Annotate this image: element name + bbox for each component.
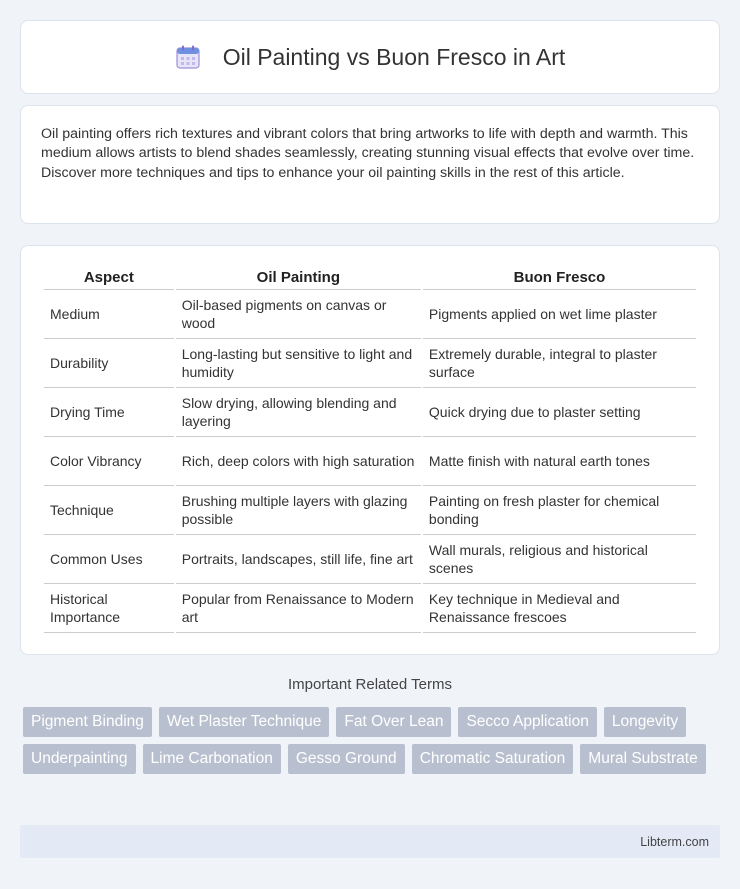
- table-cell: Technique: [44, 486, 174, 535]
- table-cell: Slow drying, allowing blending and layering: [176, 388, 421, 437]
- table-cell: Rich, deep colors with high saturation: [176, 437, 421, 486]
- table-cell: Pigments applied on wet lime plaster: [423, 290, 696, 339]
- table-cell: Brushing multiple layers with glazing possible: [176, 486, 421, 535]
- table-row: [44, 290, 696, 339]
- table-cell: Common Uses: [44, 535, 174, 584]
- related-term-tag[interactable]: Underpainting: [23, 744, 136, 774]
- table-row: [44, 486, 696, 535]
- table-cell: Key technique in Medieval and Renaissance frescoes: [423, 584, 696, 633]
- table-header-row: [44, 262, 696, 290]
- related-term-tag[interactable]: Pigment Binding: [23, 707, 152, 737]
- table-cell: Portraits, landscapes, still life, fine art: [176, 535, 421, 584]
- comparison-table-card: [20, 245, 720, 655]
- intro-text: Oil painting offers rich textures and vibrant colors that bring artworks to life with depth and warmth. This medium allows artists to blend shades seamlessly, creating stunning visual effects that evolve over time. Discover more techniques and tips to enhance your oil painting skills in the rest of this article.: [41, 126, 695, 181]
- column-header-buon-fresco: Buon Fresco: [423, 262, 696, 290]
- table-cell: Matte finish with natural earth tones: [423, 437, 696, 486]
- table-cell: Medium: [44, 290, 174, 339]
- table-row: [44, 437, 696, 486]
- calendar-icon: [175, 44, 201, 70]
- related-term-tag[interactable]: Lime Carbonation: [143, 744, 281, 774]
- related-term-tag[interactable]: Mural Substrate: [580, 744, 705, 774]
- intro-card: [20, 105, 720, 224]
- footer: [20, 825, 720, 858]
- related-terms-list: [23, 707, 713, 774]
- related-term-tag[interactable]: Fat Over Lean: [336, 707, 451, 737]
- related-term-tag[interactable]: Chromatic Saturation: [412, 744, 574, 774]
- table-cell: Drying Time: [44, 388, 174, 437]
- table-cell: Oil-based pigments on canvas or wood: [176, 290, 421, 339]
- related-term-tag[interactable]: Longevity: [604, 707, 686, 737]
- footer-site-link[interactable]: Libterm.com: [640, 835, 709, 849]
- comparison-table: [42, 262, 698, 633]
- table-cell: Quick drying due to plaster setting: [423, 388, 696, 437]
- related-term-tag[interactable]: Wet Plaster Technique: [159, 707, 330, 737]
- table-row: [44, 388, 696, 437]
- table-row: [44, 339, 696, 388]
- table-cell: Long-lasting but sensitive to light and humidity: [176, 339, 421, 388]
- table-cell: Painting on fresh plaster for chemical bonding: [423, 486, 696, 535]
- related-term-tag[interactable]: Secco Application: [458, 707, 596, 737]
- related-terms-title: Important Related Terms: [288, 676, 452, 693]
- table-cell: Durability: [44, 339, 174, 388]
- table-cell: Wall murals, religious and historical scenes: [423, 535, 696, 584]
- table-row: [44, 584, 696, 633]
- table-row: [44, 535, 696, 584]
- column-header-oil-painting: Oil Painting: [176, 262, 421, 290]
- table-cell: Historical Importance: [44, 584, 174, 633]
- related-term-tag[interactable]: Gesso Ground: [288, 744, 405, 774]
- table-cell: Extremely durable, integral to plaster surface: [423, 339, 696, 388]
- header-card: [20, 20, 720, 94]
- table-cell: Color Vibrancy: [44, 437, 174, 486]
- page-title: Oil Painting vs Buon Fresco in Art: [222, 43, 566, 70]
- column-header-aspect: Aspect: [44, 262, 174, 290]
- table-cell: Popular from Renaissance to Modern art: [176, 584, 421, 633]
